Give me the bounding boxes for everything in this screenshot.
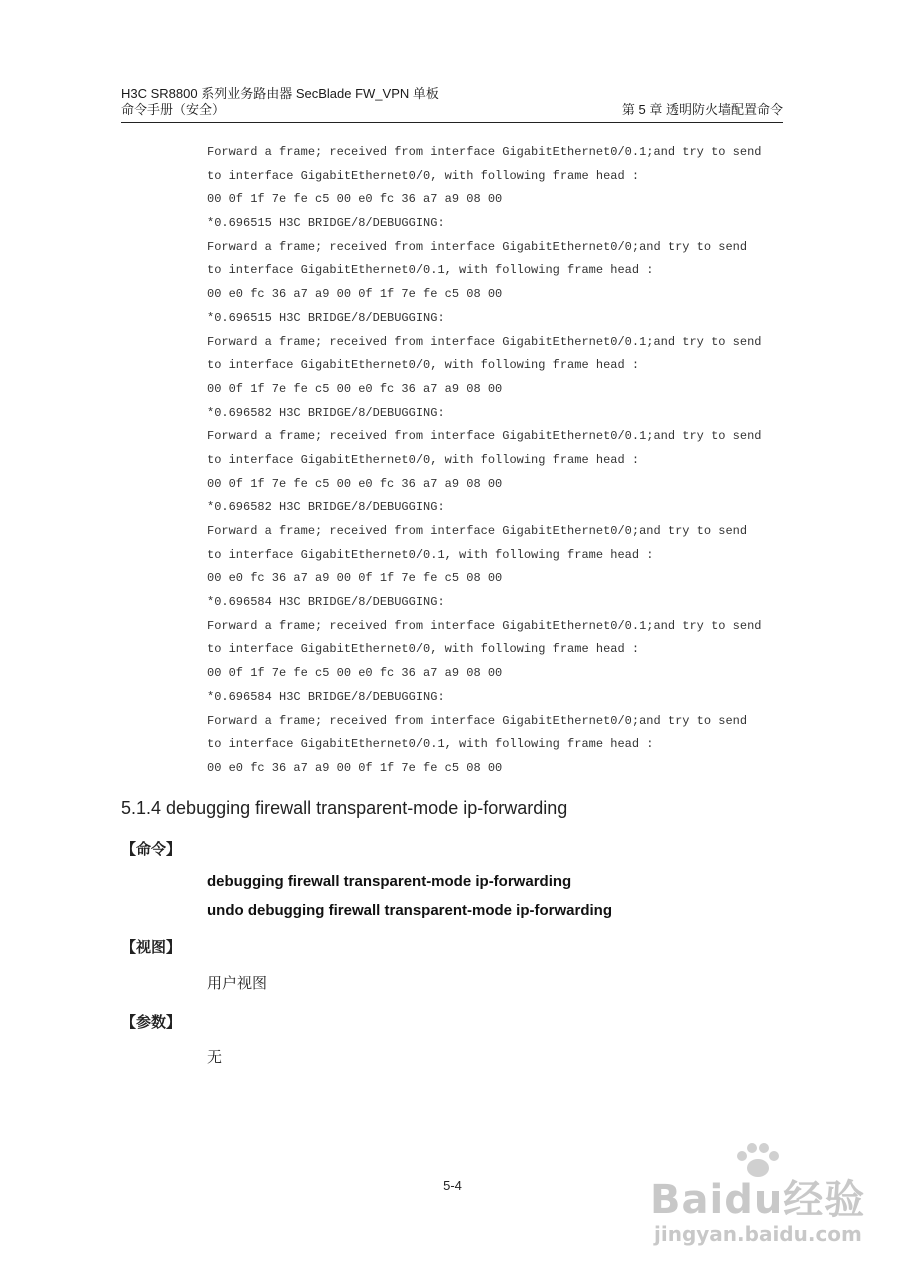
baidu-jingyan-watermark (640, 1140, 870, 1260)
code-line: to interface GigabitEthernet0/0, with following frame head : (207, 358, 640, 373)
code-line: to interface GigabitEthernet0/0.1, with following frame head : (207, 263, 654, 278)
code-line: to interface GigabitEthernet0/0.1, with following frame head : (207, 547, 654, 562)
debug-output-block (207, 141, 762, 781)
header-title: H3C SR8800 系列业务路由器 SecBlade FW_VPN 单板 (121, 86, 439, 101)
code-line: 00 e0 fc 36 a7 a9 00 0f 1f 7e fe c5 08 00 (207, 760, 503, 775)
code-line: Forward a frame; received from interface GigabitEthernet0/0;and try to send (207, 713, 748, 728)
code-line: Forward a frame; received from interface GigabitEthernet0/0.1;and try to send (207, 618, 762, 633)
code-line: 00 0f 1f 7e fe c5 00 e0 fc 36 a7 a9 08 00 (207, 666, 503, 681)
page-number: 5-4 (443, 1178, 462, 1193)
code-line: to interface GigabitEthernet0/0, with following frame head : (207, 168, 640, 183)
header-manual-name: 命令手册（安全） (121, 102, 226, 117)
command-undo-debugging: undo debugging firewall transparent-mode ip-forwarding (207, 902, 612, 919)
code-line: Forward a frame; received from interface GigabitEthernet0/0;and try to send (207, 239, 748, 254)
code-line: 00 0f 1f 7e fe c5 00 e0 fc 36 a7 a9 08 00 (207, 476, 503, 491)
code-line: to interface GigabitEthernet0/0, with following frame head : (207, 452, 640, 467)
code-line: Forward a frame; received from interface GigabitEthernet0/0.1;and try to send (207, 145, 762, 159)
code-line: 00 0f 1f 7e fe c5 00 e0 fc 36 a7 a9 08 00 (207, 192, 503, 207)
code-line: 00 e0 fc 36 a7 a9 00 0f 1f 7e fe c5 08 00 (207, 287, 503, 302)
command-label: 【命令】 (121, 841, 182, 858)
watermark-logo-text: Baidu经验 (650, 1177, 866, 1223)
view-value: 用户视图 (207, 974, 268, 992)
code-line: *0.696515 H3C BRIDGE/8/DEBUGGING: (207, 310, 445, 325)
header-divider (121, 122, 783, 123)
code-line: *0.696582 H3C BRIDGE/8/DEBUGGING: (207, 500, 445, 515)
code-line: Forward a frame; received from interface GigabitEthernet0/0.1;and try to send (207, 334, 762, 349)
command-debugging: debugging firewall transparent-mode ip-forwarding (207, 873, 572, 890)
header-subline (121, 102, 783, 118)
code-line: to interface GigabitEthernet0/0, with following frame head : (207, 642, 640, 657)
page-header (121, 86, 783, 118)
header-chapter: 第 5 章 透明防火墙配置命令 (621, 102, 783, 117)
code-line: Forward a frame; received from interface GigabitEthernet0/0.1;and try to send (207, 429, 762, 444)
code-line: *0.696584 H3C BRIDGE/8/DEBUGGING: (207, 689, 445, 704)
code-line: *0.696515 H3C BRIDGE/8/DEBUGGING: (207, 216, 445, 231)
code-line: Forward a frame; received from interface GigabitEthernet0/0;and try to send (207, 524, 748, 538)
code-line: *0.696584 H3C BRIDGE/8/DEBUGGING: (207, 595, 445, 610)
section-heading: 5.1.4 debugging firewall transparent-mode ip-forwarding (121, 798, 568, 818)
view-label: 【视图】 (121, 939, 182, 956)
params-value: 无 (207, 1048, 223, 1066)
watermark-url: jingyan.baidu.com (654, 1222, 862, 1246)
code-line: to interface GigabitEthernet0/0.1, with following frame head : (207, 737, 654, 752)
params-label: 【参数】 (121, 1014, 182, 1031)
code-line: 00 0f 1f 7e fe c5 00 e0 fc 36 a7 a9 08 00 (207, 381, 503, 396)
code-line: *0.696582 H3C BRIDGE/8/DEBUGGING: (207, 405, 445, 420)
code-line: 00 e0 fc 36 a7 a9 00 0f 1f 7e fe c5 08 00 (207, 571, 503, 586)
